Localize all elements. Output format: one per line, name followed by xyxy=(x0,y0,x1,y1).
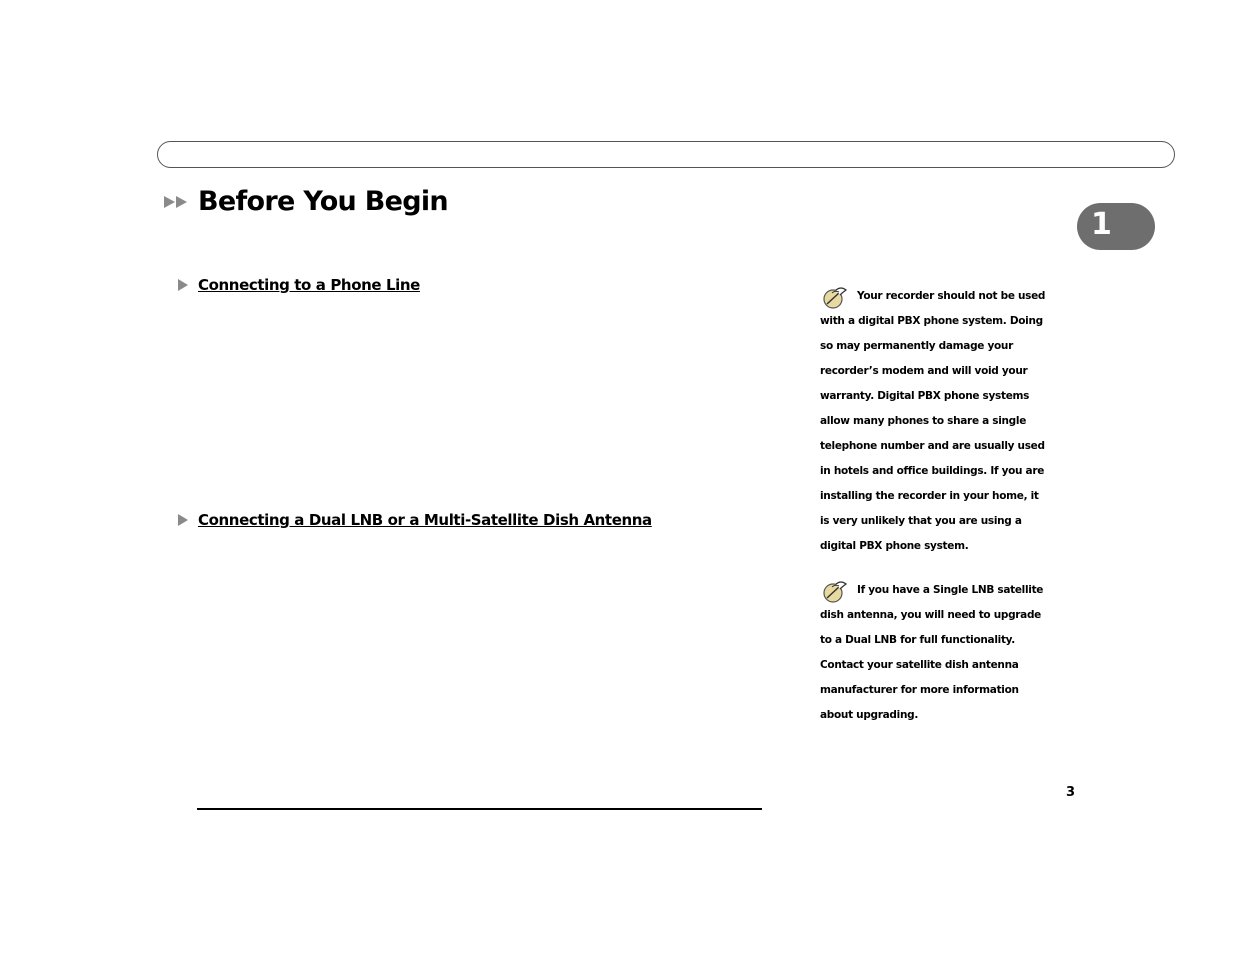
chapter-tab: 1 xyxy=(1077,203,1155,250)
note-text: If you have a Single LNB satellite dish antenna, you will need to upgrade to a Dual LNB for full functionality. Contact your satellite dish antenna manufacturer for more information about upgrading. xyxy=(820,584,1044,721)
note-single-lnb xyxy=(820,578,1046,728)
section-dual-lnb xyxy=(177,511,652,529)
header-bar xyxy=(157,141,1175,168)
title-row xyxy=(163,186,448,217)
satellite-dish-icon xyxy=(820,578,850,603)
arrow-right-icon xyxy=(177,513,189,527)
note-pbx-warning xyxy=(820,284,1046,559)
section-heading: Connecting to a Phone Line xyxy=(198,276,420,294)
section-heading: Connecting a Dual LNB or a Multi-Satellite Dish Antenna xyxy=(198,511,652,529)
section-phone-line xyxy=(177,276,420,294)
footer-rule xyxy=(197,808,762,810)
satellite-dish-icon xyxy=(820,284,850,309)
note-text: Your recorder should not be used with a digital PBX phone system. Doing so may permanently damage your recorder’s modem and will void your warranty. Digital PBX phone systems allow many phones to share a single telephone number and are usually used in hotels and office buildings. If you are installing the recorder in your home, it is very unlikely that you are using a digital PBX phone system. xyxy=(820,290,1046,552)
fast-forward-icon xyxy=(163,194,189,210)
page-title: Before You Begin xyxy=(198,186,448,217)
page-number: 3 xyxy=(1066,785,1076,800)
arrow-right-icon xyxy=(177,278,189,292)
